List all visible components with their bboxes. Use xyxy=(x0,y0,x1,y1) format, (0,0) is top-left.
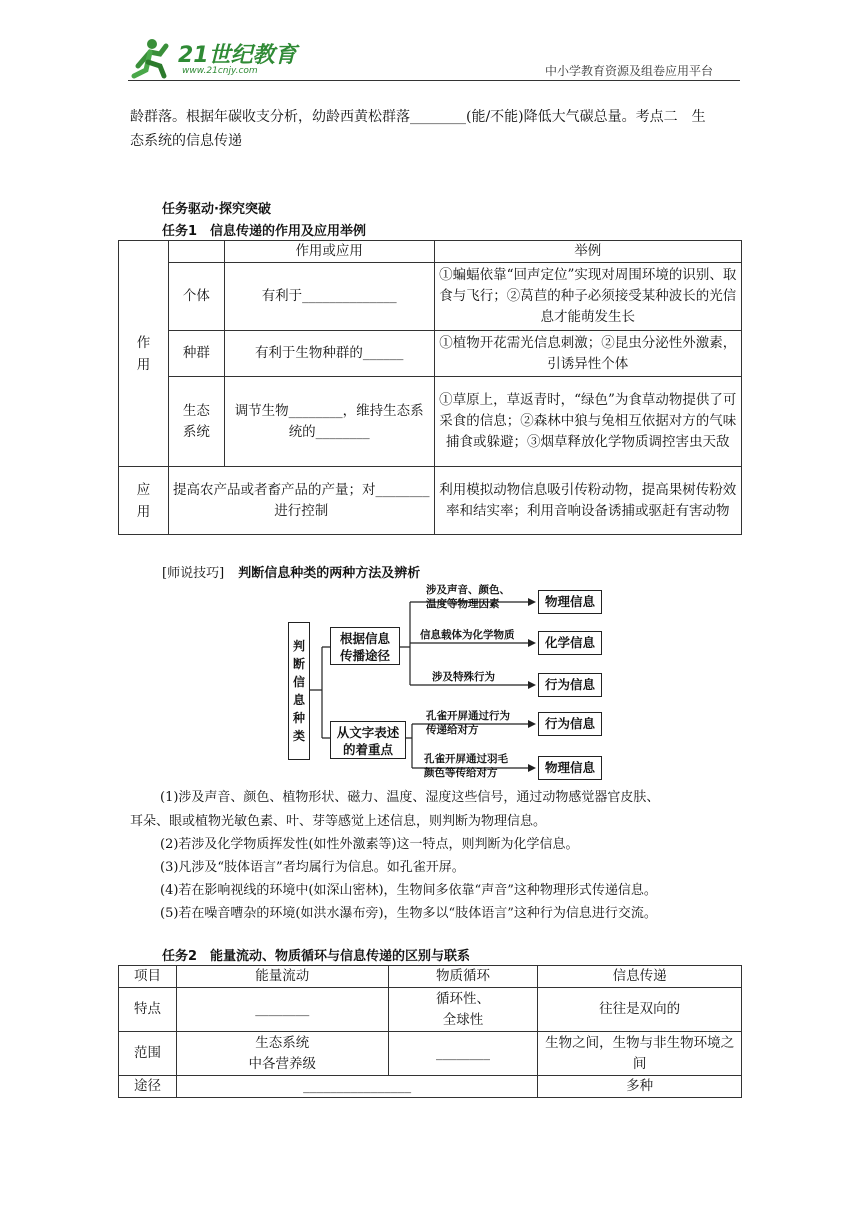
level-cell: 种群 xyxy=(168,331,224,377)
note-line: (2)若涉及化学物质挥发性(如性外激素等)这一特点，则判断为化学信息。 xyxy=(160,837,579,852)
result-behavior: 行为信息 xyxy=(538,712,602,736)
matter-cell: 循环性、 全球性 xyxy=(388,988,538,1032)
diagram-root: 判 断 信 息 种 类 xyxy=(288,622,310,760)
note-line: (4)若在影响视线的环境中(如深山密林)，生物间多依靠“声音”这种物理形式传递信息。 xyxy=(160,883,657,898)
task2-title: 任务2 能量流动、物质循环与信息传递的区别与联系 xyxy=(162,949,471,964)
diagram-method-2: 从文字表述 的着重点 xyxy=(330,721,406,759)
apply-role-cell: 提高农产品或者畜产品的产量；对________进行控制 xyxy=(168,467,434,535)
example-cell: ①蝙蝠依靠“回声定位”实现对周围环境的识别、取食与飞行；②莴苣的种子必须接受某种波长的光信息才能萌发生长 xyxy=(434,263,741,331)
section-title: 任务驱动·探究突破 xyxy=(162,202,271,217)
result-chemical: 化学信息 xyxy=(538,631,602,655)
apply-group-cell: 应 用 xyxy=(119,467,169,535)
result-physical: 物理信息 xyxy=(538,590,602,614)
row-label: 途径 xyxy=(119,1076,177,1098)
energy-cell: 生态系统 中各营养级 xyxy=(176,1032,388,1076)
intro-line-1: 龄群落。根据年碳收支分析，幼龄西黄松群落________(能/不能)降低大气碳总量。考点二 生 xyxy=(130,109,706,125)
matter-cell: ________ xyxy=(388,1032,538,1076)
path-cell: ________________ xyxy=(176,1076,537,1098)
note-line: (5)若在噪音嘈杂的环境(如洪水瀑布旁)，生物多以“肢体语言”这种行为信息进行交流。 xyxy=(160,906,657,921)
table-header-example: 举例 xyxy=(434,241,741,263)
header-cell: 物质循环 xyxy=(388,966,538,988)
site-logo xyxy=(130,36,300,82)
table-header-role: 作用或应用 xyxy=(224,241,434,263)
table-row xyxy=(119,467,742,535)
logo-url: www.21cnjy.com xyxy=(182,66,258,76)
tip-heading xyxy=(162,562,420,581)
branch-label: 孔雀开屏通过羽毛 颜色等传给对方 xyxy=(424,753,508,779)
table-header-row xyxy=(119,966,742,988)
note-line: (1)涉及声音、颜色、植物形状、磁力、温度、湿度这些信号，通过动物感觉器官皮肤、 xyxy=(160,790,660,805)
header-divider xyxy=(128,80,740,81)
table-corner: 作 用 xyxy=(119,241,169,467)
header-slogan: 中小学教育资源及组卷应用平台 xyxy=(545,64,714,78)
tip-title: 判断信息种类的两种方法及辨析 xyxy=(238,566,421,581)
table-row xyxy=(119,331,742,377)
level-cell: 生态 系统 xyxy=(168,377,224,467)
table-row xyxy=(119,1076,742,1098)
row-label: 范围 xyxy=(119,1032,177,1076)
result-behavior: 行为信息 xyxy=(538,673,602,697)
branch-label: 信息载体为化学物质 xyxy=(420,629,515,641)
example-cell: ①植物开花需光信息刺激；②昆虫分泌性外激素，引诱异性个体 xyxy=(434,331,741,377)
tip-prefix: [师说技巧] xyxy=(162,566,225,581)
branch-label: 涉及特殊行为 xyxy=(432,671,495,683)
example-cell: ①草原上，草返青时，“绿色”为食草动物提供了可采食的信息；②森林中狼与兔相互依据对方的气味捕食或躲避；③烟草释放化学物质调控害虫天敌 xyxy=(434,377,741,467)
role-cell: 调节生物________，维持生态系统的________ xyxy=(224,377,434,467)
info-cell: 多种 xyxy=(538,1076,742,1098)
result-physical: 物理信息 xyxy=(538,756,602,780)
note-line: 耳朵、眼或植物光敏色素、叶、芽等感觉上述信息，则判断为物理信息。 xyxy=(130,814,547,829)
header-cell: 信息传递 xyxy=(538,966,742,988)
note-line: (3)凡涉及“肢体语言”者均属行为信息。如孔雀开屏。 xyxy=(160,860,465,875)
branch-label: 孔雀开屏通过行为 传递给对方 xyxy=(426,710,510,736)
table-row xyxy=(119,988,742,1032)
table-row xyxy=(119,263,742,331)
header-cell: 项目 xyxy=(119,966,177,988)
info-cell: 往往是双向的 xyxy=(538,988,742,1032)
apply-example-cell: 利用模拟动物信息吸引传粉动物，提高果树传粉效率和结实率；利用音响设备诱捕或驱赶有害动物 xyxy=(434,467,741,535)
task1-table xyxy=(118,240,742,535)
table-row xyxy=(119,377,742,467)
table-header-blank xyxy=(168,241,224,263)
info-type-diagram xyxy=(280,584,610,780)
header-cell: 能量流动 xyxy=(176,966,388,988)
task1-title: 任务1 信息传递的作用及应用举例 xyxy=(162,224,367,239)
role-cell: 有利于______________ xyxy=(224,263,434,331)
row-label: 特点 xyxy=(119,988,177,1032)
branch-label: 涉及声音、颜色、 温度等物理因素 xyxy=(426,584,510,610)
info-cell: 生物之间，生物与非生物环境之间 xyxy=(538,1032,742,1076)
diagram-method-1: 根据信息 传播途径 xyxy=(330,627,400,665)
logo-text: 21世纪教育 xyxy=(178,43,297,68)
task2-table xyxy=(118,965,742,1098)
energy-cell: ________ xyxy=(176,988,388,1032)
level-cell: 个体 xyxy=(168,263,224,331)
role-cell: 有利于生物种群的______ xyxy=(224,331,434,377)
intro-line-2: 态系统的信息传递 xyxy=(130,133,242,149)
table-row xyxy=(119,1032,742,1076)
